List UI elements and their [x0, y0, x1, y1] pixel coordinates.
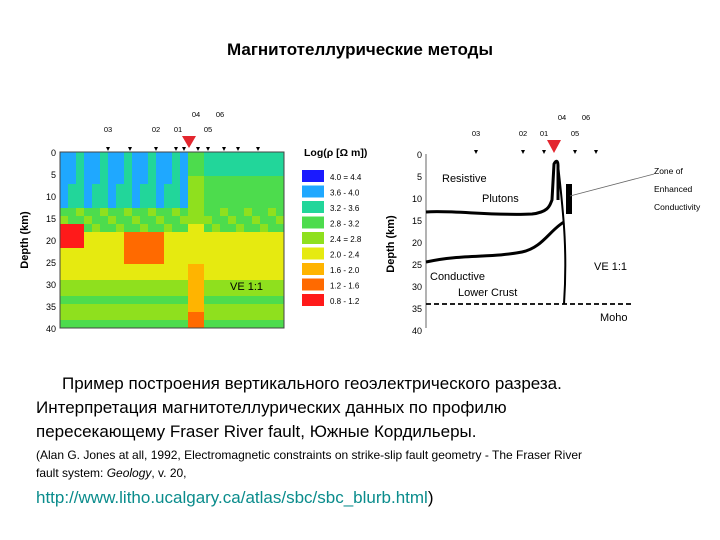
ve-label: VE 1:1: [594, 261, 628, 273]
conductive-zone-bar: [566, 184, 572, 214]
svg-text:02: 02: [518, 129, 528, 138]
svg-text:30: 30: [45, 280, 56, 290]
moho-label: Moho: [600, 312, 628, 324]
caption: Пример построения вертикального геоэлектрического разреза. Интерпретация магнитотеллурических данных по профилю пересекающему Fraser River fault, Южные Кордильеры. (Alan G. Jones at all, 1992, Electromagnetic constraints on strike-slip fault geometry - The Fraser River fault system: Geology, v. 20, http://www.litho.ucalgary.ca/atlas/sbc/sbc_blurb.html): [36, 372, 696, 510]
station-label: 04: [191, 110, 201, 119]
legend-label: 3.2 - 3.6: [330, 204, 360, 213]
y-axis-label: Depth (km): [19, 211, 31, 269]
legend-title: Log(ρ [Ω m]): [304, 147, 368, 159]
svg-text:0: 0: [50, 148, 56, 158]
svg-text:5: 5: [50, 170, 56, 180]
legend-swatch: [302, 217, 324, 229]
station-markers-left: [106, 147, 260, 151]
station-label: 05: [203, 125, 213, 134]
legend-label: 1.2 - 1.6: [330, 281, 360, 291]
zone-label-line1: Zone of: [654, 166, 683, 176]
svg-text:35: 35: [45, 302, 56, 312]
legend-label: 0.8 - 1.2: [330, 297, 360, 306]
svg-text:15: 15: [45, 214, 56, 224]
ve-label: VE 1:1: [230, 281, 264, 293]
legend-label: 3.6 - 4.0: [330, 188, 360, 198]
zone-label-line3: Conductivity: [654, 202, 701, 212]
source-link[interactable]: http://www.litho.ucalgary.ca/atlas/sbc/sbc_blurb.html: [36, 488, 428, 507]
fault-marker-icon: [182, 136, 196, 148]
svg-text:05: 05: [570, 129, 580, 138]
svg-text:20: 20: [411, 238, 422, 248]
conductive-label: Conductive: [430, 271, 486, 283]
resistive-label: Resistive: [442, 173, 487, 185]
lower-crust-label: Lower Crust: [458, 287, 518, 299]
legend-label: 2.0 - 2.4: [330, 250, 360, 260]
resistivity-section-figure: [14, 104, 380, 336]
svg-text:30: 30: [411, 282, 422, 292]
interpretation-figure: [382, 104, 710, 340]
station-label: 01: [173, 125, 183, 134]
station-labels-right: [472, 113, 590, 138]
legend-label: 4.0 = 4.4: [330, 173, 362, 182]
svg-text:10: 10: [45, 192, 56, 202]
depth-ticks-right: [412, 150, 422, 336]
legend-swatch: [302, 170, 324, 182]
plutons-label: Plutons: [482, 193, 519, 205]
reference: (Alan G. Jones at all, 1992, Electromagnetic constraints on strike-slip fault geometry - The Fraser River fault system: Geology, v. 20,: [36, 448, 583, 480]
svg-text:40: 40: [411, 326, 422, 336]
svg-text:25: 25: [45, 258, 56, 268]
caption-line: Интерпретация магнитотеллурических данных по профилю: [36, 398, 507, 417]
legend-swatch: [302, 248, 324, 260]
resistivity-legend: [302, 170, 362, 306]
station-label: 03: [103, 125, 113, 134]
legend-swatch: [302, 232, 324, 244]
svg-text:04: 04: [557, 113, 567, 122]
journal-name: Geology: [106, 466, 152, 480]
svg-text:06: 06: [581, 113, 591, 122]
legend-label: 2.8 - 3.2: [330, 219, 360, 229]
legend-swatch: [302, 201, 324, 213]
legend-label: 2.4 = 2.8: [330, 235, 362, 244]
svg-text:15: 15: [411, 216, 422, 226]
slide-title: Магнитотеллурические методы: [227, 40, 493, 59]
reference-text: (Alan G. Jones at all, 1992, Electromagnetic constraints on strike-slip fault geometry - The Fraser River: [36, 448, 583, 462]
depth-ticks-left: [46, 148, 56, 334]
legend-swatch: [302, 294, 324, 306]
lower-crust-boundary: [426, 222, 564, 262]
svg-text:01: 01: [539, 129, 549, 138]
svg-text:5: 5: [416, 172, 422, 182]
fault-marker-icon: [547, 140, 561, 153]
legend-swatch: [302, 186, 324, 198]
zone-label-line2: Enhanced: [654, 184, 693, 194]
resistivity-grid: [60, 152, 284, 328]
legend-label: 1.6 - 2.0: [330, 266, 360, 275]
caption-line: пересекающему Fraser River fault, Южные Кордильеры.: [36, 422, 477, 441]
station-markers-right: [474, 150, 598, 154]
svg-text:35: 35: [411, 304, 422, 314]
svg-text:20: 20: [45, 236, 56, 246]
svg-text:40: 40: [45, 324, 56, 334]
station-labels-left: [104, 110, 224, 134]
station-label: 02: [151, 125, 161, 134]
svg-text:03: 03: [471, 129, 481, 138]
y-axis-label: Depth (km): [385, 215, 397, 273]
caption-line: Пример построения вертикального геоэлектрического разреза.: [62, 374, 562, 393]
legend-swatch: [302, 263, 324, 275]
svg-text:10: 10: [411, 194, 422, 204]
zone-leader-line: [570, 174, 654, 196]
svg-text:0: 0: [416, 150, 422, 160]
plutons-boundary: [426, 161, 558, 214]
legend-swatch: [302, 279, 324, 291]
svg-text:25: 25: [411, 260, 422, 270]
station-label: 06: [215, 110, 225, 119]
